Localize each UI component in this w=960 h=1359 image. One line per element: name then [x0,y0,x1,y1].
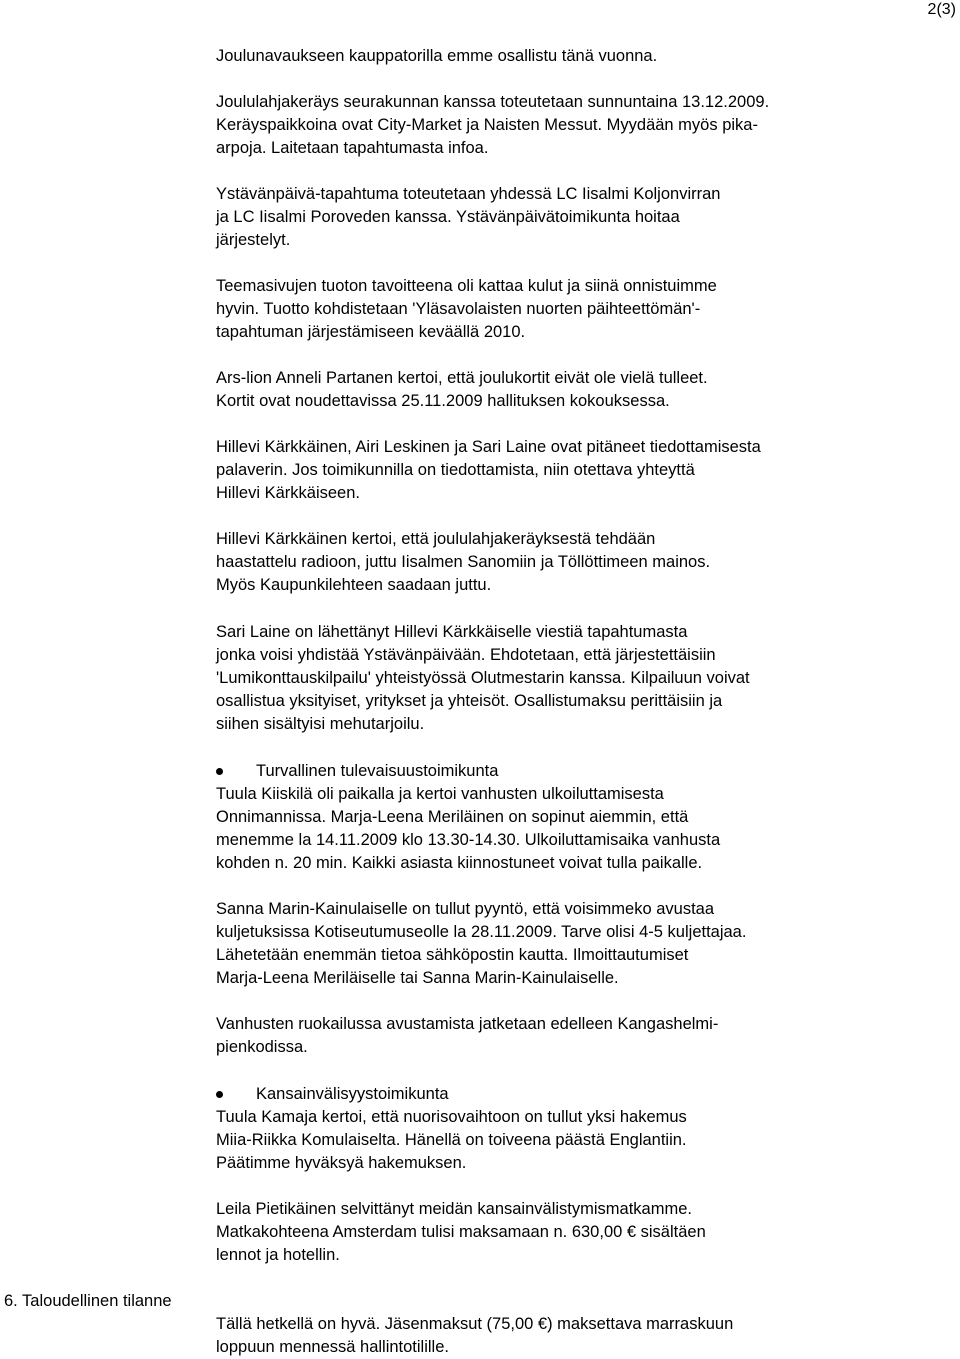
paragraph-line: lennot ja hotellin. [216,1246,340,1264]
bullet-label: Turvallinen tulevaisuustoimikunta [256,762,499,780]
page-number: 2(3) [927,1,956,18]
bullet-icon [216,768,223,775]
paragraph-line: haastattelu radioon, juttu Iisalmen Sanomiin ja Töllöttimeen mainos. [216,553,711,571]
paragraph-line: Päätimme hyväksyä hakemuksen. [216,1154,467,1172]
paragraph-line: Teemasivujen tuoton tavoitteena oli kattaa kulut ja siinä onnistuimme [216,277,717,295]
paragraph-line: järjestelyt. [216,231,291,249]
paragraph-line: palaverin. Jos toimikunnilla on tiedottamista, niin otettava yhteyttä [216,461,695,479]
paragraph-line: osallistua yksityiset, yritykset ja yhteisöt. Osallistumaksu perittäisiin ja [216,692,723,710]
paragraph-line: loppuun mennessä hallintotilille. [216,1338,449,1356]
section-heading: 6. Taloudellinen tilanne [4,1292,172,1310]
paragraph-line: Ystävänpäivä-tapahtuma toteutetaan yhdessä LC Iisalmi Koljonvirran [216,185,721,203]
paragraph-line: siihen sisältyisi mehutarjoilu. [216,715,425,733]
paragraph-line: Leila Pietikäinen selvittänyt meidän kansainvälistymismatkamme. [216,1200,692,1218]
paragraph-line: Kortit ovat noudettavissa 25.11.2009 hallituksen kokouksessa. [216,392,670,410]
paragraph-line: Onnimannissa. Marja-Leena Meriläinen on sopinut aiemmin, että [216,808,689,826]
paragraph-line: Marja-Leena Meriläiselle tai Sanna Marin-Kainulaiselle. [216,969,619,987]
paragraph-line: Hillevi Kärkkäiseen. [216,484,360,502]
paragraph-line: 'Lumikonttauskilpailu' yhteistyössä Olutmestarin kanssa. Kilpailuun voivat [216,669,750,687]
paragraph-line: kuljetuksissa Kotiseutumuseolle la 28.11.2009. Tarve olisi 4-5 kuljettajaa. [216,923,747,941]
bullet-label: Kansainvälisyystoimikunta [256,1085,449,1103]
paragraph-line: Sari Laine on lähettänyt Hillevi Kärkkäiselle viestiä tapahtumasta [216,623,688,641]
bullet-icon [216,1091,223,1098]
paragraph-line: Hillevi Kärkkäinen, Airi Leskinen ja Sari Laine ovat pitäneet tiedottamisesta [216,438,761,456]
paragraph-line: kohden n. 20 min. Kaikki asiasta kiinnostuneet voivat tulla paikalle. [216,854,703,872]
paragraph-line: Tällä hetkellä on hyvä. Jäsenmaksut (75,00 €) maksettava marraskuun [216,1315,734,1333]
paragraph-line: Tuula Kiiskilä oli paikalla ja kertoi vanhusten ulkoiluttamisesta [216,785,664,803]
paragraph-line: Miia-Riikka Komulaiselta. Hänellä on toiveena päästä Englantiin. [216,1131,687,1149]
paragraph-line: tapahtuman järjestämiseen keväällä 2010. [216,323,526,341]
paragraph-line: Myös Kaupunkilehteen saadaan juttu. [216,576,492,594]
paragraph-line: Matkakohteena Amsterdam tulisi maksamaan n. 630,00 € sisältäen [216,1223,706,1241]
paragraph-line: Sanna Marin-Kainulaiselle on tullut pyyntö, että voisimmeko avustaa [216,900,715,918]
paragraph-line: Vanhusten ruokailussa avustamista jatketaan edelleen Kangashelmi- [216,1015,719,1033]
paragraph-line: ja LC Iisalmi Poroveden kanssa. Ystävänpäivätoimikunta hoitaa [216,208,680,226]
paragraph-line: hyvin. Tuotto kohdistetaan 'Yläsavolaisten nuorten päihteettömän'- [216,300,701,318]
paragraph-line: pienkodissa. [216,1038,308,1056]
paragraph-line: Lähetetään enemmän tietoa sähköpostin kautta. Ilmoittautumiset [216,946,689,964]
paragraph-line: Hillevi Kärkkäinen kertoi, että joululahjakeräyksestä tehdään [216,530,656,548]
paragraph-line: Joululahjakeräys seurakunnan kanssa toteutetaan sunnuntaina 13.12.2009. [216,93,770,111]
paragraph-line: menemme la 14.11.2009 klo 13.30-14.30. Ulkoiluttamisaika vanhusta [216,831,721,849]
paragraph-line: jonka voisi yhdistää Ystävänpäivään. Ehdotetaan, että järjestettäisiin [216,646,716,664]
paragraph-line: Joulunavaukseen kauppatorilla emme osallistu tänä vuonna. [216,47,658,65]
paragraph-line: Keräyspaikkoina ovat City-Market ja Naisten Messut. Myydään myös pika- [216,116,758,134]
paragraph-line: Tuula Kamaja kertoi, että nuorisovaihtoon on tullut yksi hakemus [216,1108,687,1126]
paragraph-line: arpoja. Laitetaan tapahtumasta infoa. [216,139,489,157]
paragraph-line: Ars-lion Anneli Partanen kertoi, että joulukortit eivät ole vielä tulleet. [216,369,708,387]
